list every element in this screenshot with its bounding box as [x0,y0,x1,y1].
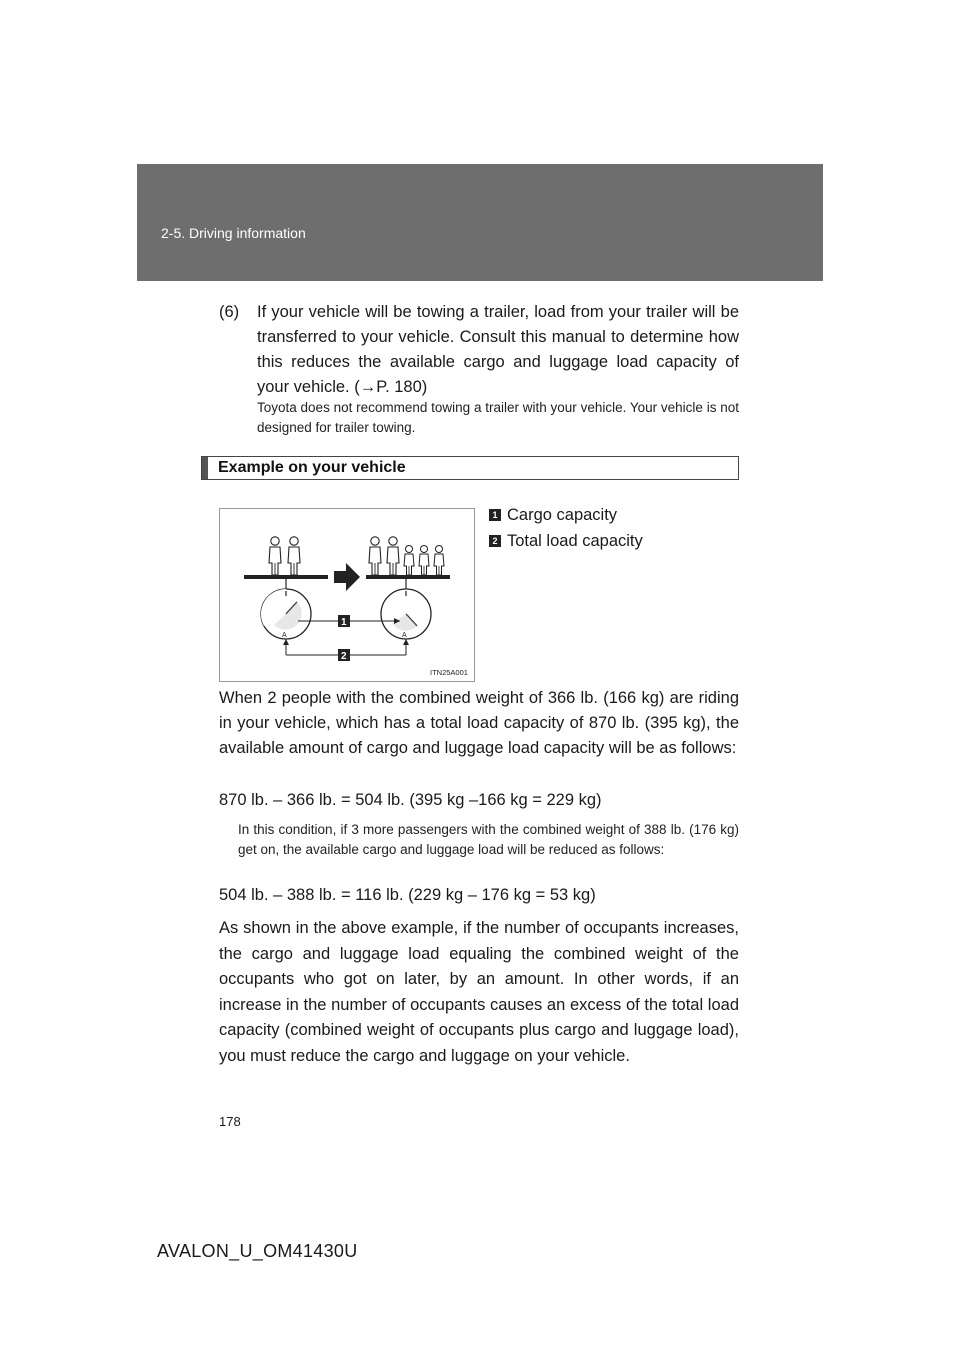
right-gauge-icon [381,589,431,639]
section-title: 2-5. Driving information [161,225,306,241]
note-towing-wrap [257,398,739,438]
list-item-text: If your vehicle will be towing a trailer, load from your trailer will be transferred to your vehicle. Consult this manual to determine how this reduces the available cargo and luggage load capacity of your vehicle. (→P. 180) [257,303,739,396]
svg-text:1: 1 [341,617,347,628]
load-diagram [220,509,474,681]
list-item-6 [219,300,739,400]
arrow-right-icon [334,563,360,591]
final-paragraph: As shown in the above example, if the number of occupants increases, the cargo and luggage load equaling the combined weight of the occupants who got on later, by an amount. In other words, if an increase in the number of occupants causes an excess of the total load capacity (combined weight of occupants plus cargo and luggage load), you must reduce the cargo and luggage on your vehicle. [219,919,739,1065]
svg-text:A: A [402,632,407,639]
right-occupants-icon [369,537,444,575]
main-paragraph: When 2 people with the combined weight of 366 lb. (166 kg) are riding in your vehicle, which has a total load capacity of 870 lb. (395 kg), the available amount of cargo and luggage load capacity will be as follows: [219,689,739,757]
left-gauge-icon [261,589,311,639]
note-passengers: In this condition, if 3 more passengers with the combined weight of 388 lb. (176 kg) get on, the available cargo and luggage load will be reduced as follows: [238,822,739,857]
equation-1: 870 lb. – 366 lb. = 504 lb. (395 kg –166 kg = 229 kg) [219,791,602,809]
example-heading: Example on your vehicle [218,459,406,476]
equation-1-wrap [219,788,739,813]
figure-legend [489,502,643,554]
equation-2: 504 lb. – 388 lb. = 116 lb. (229 kg – 176 kg = 53 kg) [219,886,596,904]
left-occupants-icon [269,537,300,575]
legend-item [489,528,643,554]
note-passengers-wrap [238,820,739,860]
note-towing: Toyota does not recommend towing a trailer with your vehicle. Your vehicle is not designed for trailer towing. [257,400,739,435]
total-load-dimension [283,639,409,662]
left-platform [244,575,328,579]
legend-label-cargo: Cargo capacity [507,505,618,524]
figure-code: ITN25A001 [430,668,468,677]
main-paragraph-wrap [219,686,739,761]
load-capacity-figure [219,508,475,682]
header-bar [137,164,823,281]
svg-text:2: 2 [341,651,347,662]
equation-2-wrap [219,883,739,908]
legend-label-total: Total load capacity [507,531,643,550]
list-item-number: (6) [219,303,240,321]
document-code: AVALON_U_OM41430U [157,1241,358,1261]
legend-badge-1: 1 [489,509,501,521]
legend-badge-2: 2 [489,535,501,547]
svg-text:A: A [282,632,287,639]
final-paragraph-wrap [219,916,739,1069]
heading-tab-marker [202,457,208,479]
page-number: 178 [219,1114,241,1129]
example-heading-box [201,456,739,480]
legend-item [489,502,643,528]
right-platform [366,575,450,579]
